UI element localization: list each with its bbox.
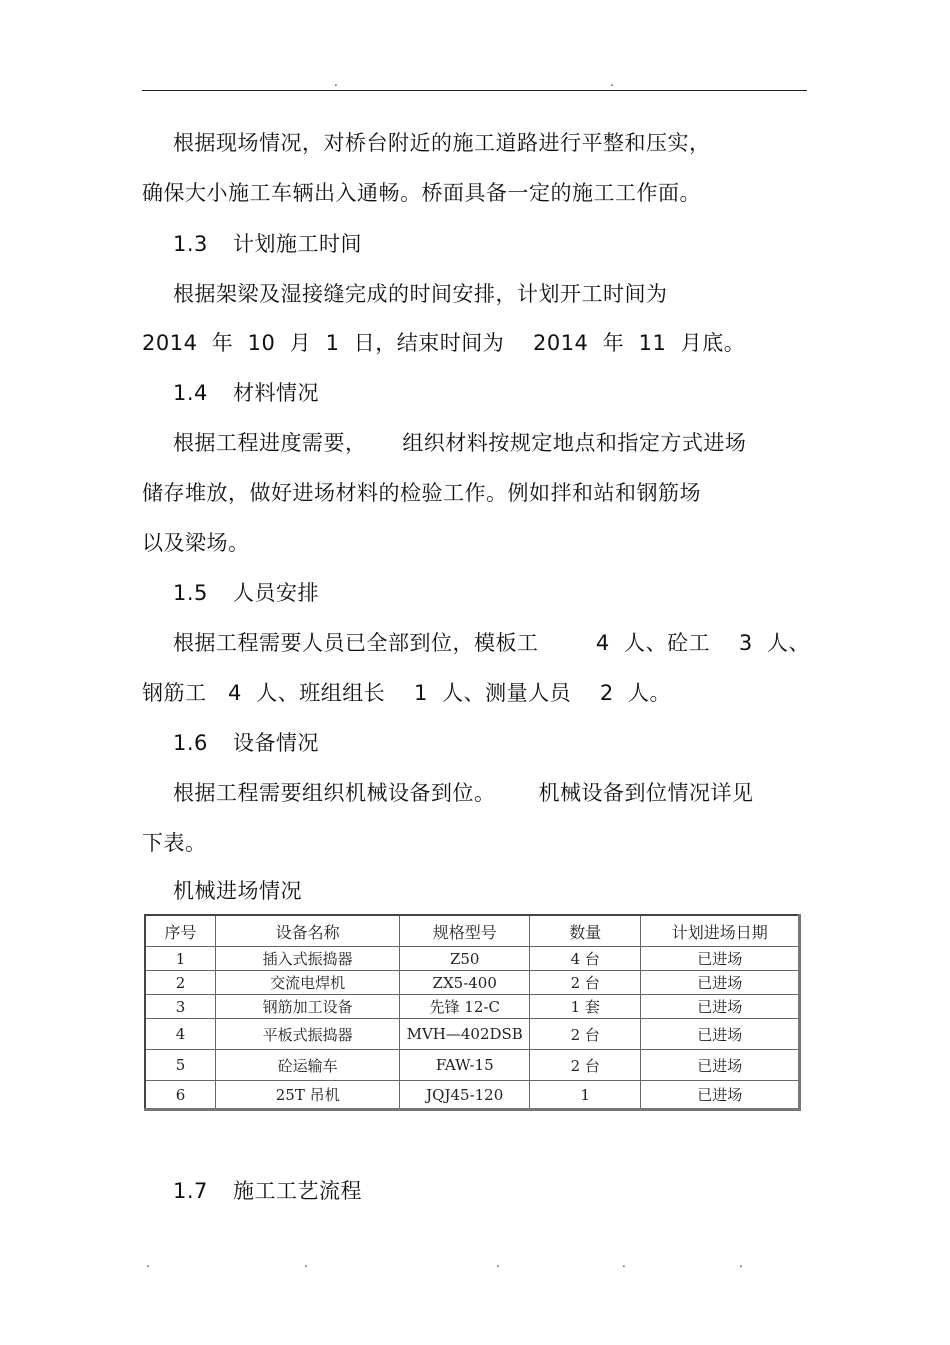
paragraph-line: 根据工程需要组织机械设备到位。 机械设备到位情况详见 — [173, 781, 754, 805]
paragraph-line: 根据工程进度需要， 组织材料按规定地点和指定方式进场 — [173, 431, 747, 455]
table-cell: 砼运输车 — [216, 1050, 400, 1081]
table-cell: 已进场 — [641, 995, 800, 1019]
section-title: 设备情况 — [233, 731, 319, 755]
section-title: 施工工艺流程 — [233, 1179, 362, 1203]
column-header: 计划进场日期 — [641, 915, 800, 947]
table-cell: 钢筋加工设备 — [216, 995, 400, 1019]
table-row — [145, 947, 800, 971]
header-dot: . — [334, 75, 338, 89]
section-heading-1-4 — [173, 378, 319, 408]
table-caption: 机械进场情况 — [173, 879, 302, 903]
table-cell: 2 台 — [530, 971, 641, 995]
table-row — [145, 995, 800, 1019]
paragraph-line: 确保大小施工车辆出入通畅。桥面具备一定的施工工作面。 — [142, 181, 701, 205]
table-cell: 交流电焊机 — [216, 971, 400, 995]
table-row — [145, 971, 800, 995]
section-number: 1.4 — [173, 381, 208, 405]
paragraph-line: 储存堆放，做好进场材料的检验工作。例如拌和站和钢筋场 — [142, 481, 701, 505]
table-cell: 25T 吊机 — [216, 1081, 400, 1110]
table-cell: 6 — [145, 1081, 216, 1110]
table-cell: 已进场 — [641, 947, 800, 971]
table-cell: 已进场 — [641, 1050, 800, 1081]
header-rule — [142, 90, 807, 91]
section-heading-1-5 — [173, 578, 319, 608]
column-header: 序号 — [145, 915, 216, 947]
table-cell: FAW-15 — [400, 1050, 530, 1081]
footer-dot: . — [496, 1256, 500, 1270]
table-cell: JQJ45-120 — [400, 1081, 530, 1110]
table-cell: 1 套 — [530, 995, 641, 1019]
table-cell: 1 — [530, 1081, 641, 1110]
section-number: 1.3 — [173, 232, 208, 256]
table-cell: 平板式振捣器 — [216, 1019, 400, 1050]
paragraph-line: 根据现场情况，对桥台附近的施工道路进行平整和压实， — [173, 131, 711, 155]
section-title: 材料情况 — [233, 381, 319, 405]
table-cell: 3 — [145, 995, 216, 1019]
equipment-table — [144, 914, 801, 1111]
table-cell: 1 — [145, 947, 216, 971]
footer-dot: . — [146, 1256, 150, 1270]
section-heading-1-6 — [173, 728, 319, 758]
paragraph-line: 以及梁场。 — [142, 531, 250, 555]
table-row — [145, 1019, 800, 1050]
paragraph-line: 钢筋工 4 人、班组组长 1 人、测量人员 2 人。 — [142, 681, 672, 705]
section-title: 人员安排 — [233, 581, 319, 605]
column-header: 规格型号 — [400, 915, 530, 947]
section-title: 计划施工时间 — [233, 232, 362, 256]
footer-dot: . — [739, 1256, 743, 1270]
column-header: 数量 — [530, 915, 641, 947]
table-cell: 4 — [145, 1019, 216, 1050]
table-cell: 先锋 12-C — [400, 995, 530, 1019]
table-cell: 插入式振捣器 — [216, 947, 400, 971]
footer-dot: . — [622, 1256, 626, 1270]
table-cell: 2 台 — [530, 1019, 641, 1050]
paragraph-line: 根据工程需要人员已全部到位，模板工 4 人、砼工 3 人、 — [173, 631, 811, 655]
paragraph-line: 根据架梁及湿接缝完成的时间安排，计划开工时间为 — [173, 282, 668, 306]
paragraph-line: 2014 年 10 月 1 日，结束时间为 2014 年 11 月底。 — [142, 331, 746, 355]
paragraph-line: 下表。 — [142, 831, 207, 855]
table-row — [145, 1050, 800, 1081]
section-heading-1-7 — [173, 1176, 362, 1206]
table-cell: 已进场 — [641, 971, 800, 995]
table-cell: 已进场 — [641, 1019, 800, 1050]
table-cell: ZX5-400 — [400, 971, 530, 995]
table-cell: 2 — [145, 971, 216, 995]
column-header: 设备名称 — [216, 915, 400, 947]
footer-dot: . — [304, 1256, 308, 1270]
table-header-row — [145, 915, 800, 947]
header-dot: . — [610, 75, 614, 89]
table-cell: 已进场 — [641, 1081, 800, 1110]
section-heading-1-3 — [173, 229, 362, 259]
table-cell: Z50 — [400, 947, 530, 971]
table-cell: 5 — [145, 1050, 216, 1081]
section-number: 1.5 — [173, 581, 208, 605]
table-cell: 4 台 — [530, 947, 641, 971]
section-number: 1.7 — [173, 1179, 208, 1203]
table-row — [145, 1081, 800, 1110]
section-number: 1.6 — [173, 731, 208, 755]
table-cell: 2 台 — [530, 1050, 641, 1081]
table-cell: MVH—402DSB — [400, 1019, 530, 1050]
